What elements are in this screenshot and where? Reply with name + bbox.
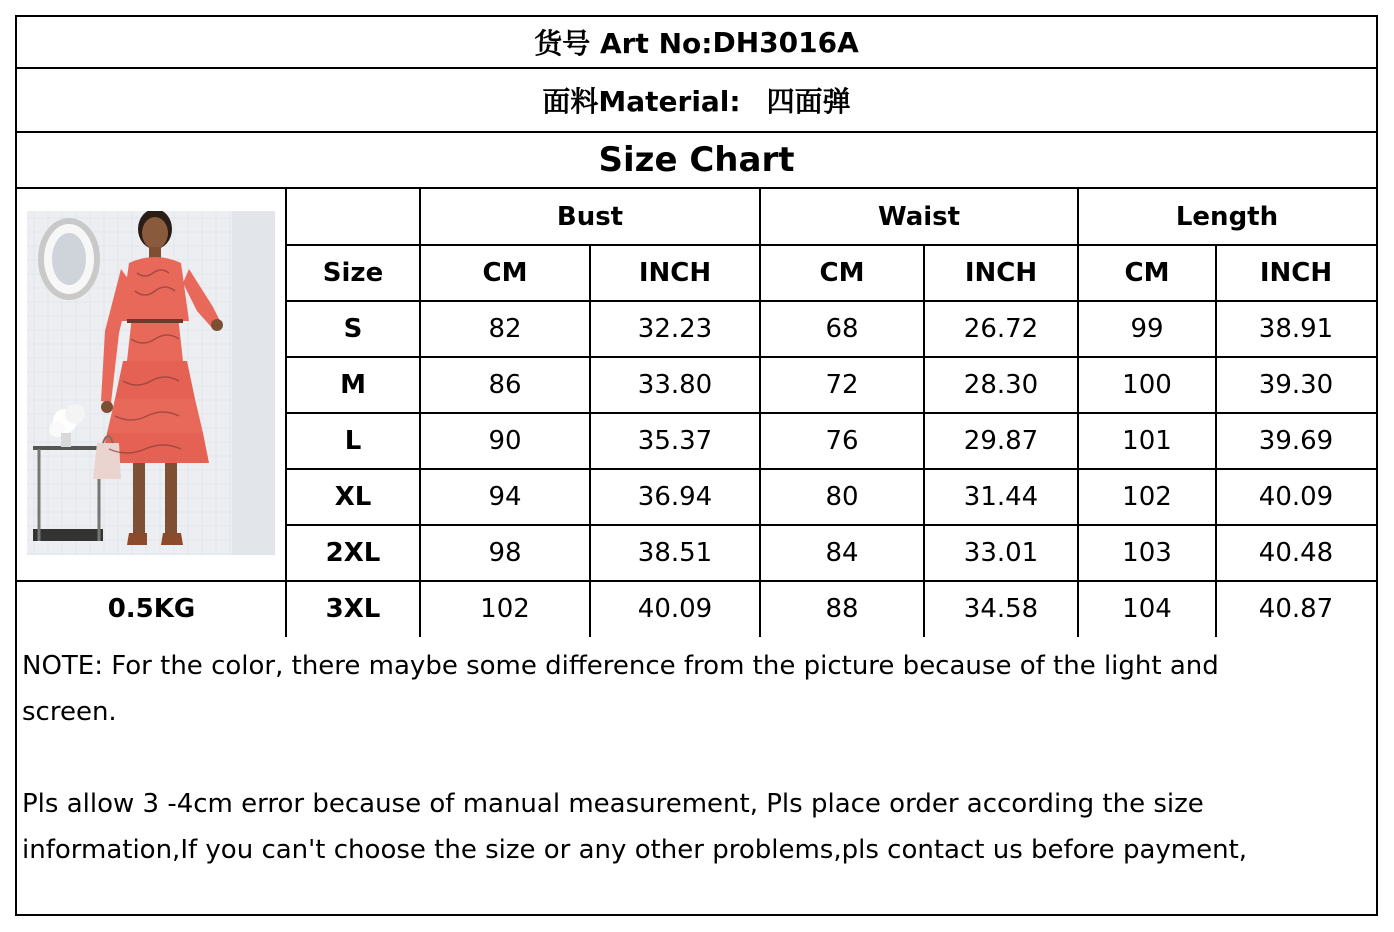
measurement-cell: 40.09 — [1258, 482, 1334, 512]
size-label: 3XL — [325, 594, 381, 624]
art-number-value: DH3016A — [712, 25, 859, 59]
measurement-cell: 84 — [825, 538, 859, 568]
measurement-cell: 33.80 — [637, 370, 713, 400]
material-row — [17, 69, 1376, 133]
measurement-cell: 99 — [1130, 314, 1164, 344]
unit-header: CM — [1124, 258, 1170, 288]
measurement-cell: 68 — [825, 314, 859, 344]
size-label: M — [340, 370, 366, 400]
waist-group-header: Waist — [877, 202, 961, 232]
measurement-cell: 88 — [825, 594, 859, 624]
measurement-cell: 72 — [825, 370, 859, 400]
measurement-cell: 39.30 — [1258, 370, 1334, 400]
weight-label: 0.5KG — [107, 594, 196, 624]
size-column-header: Size — [322, 258, 384, 288]
note-line: Pls allow 3 -4cm error because of manual measurement, Pls place order according the size — [22, 789, 1204, 819]
measurement-cell: 90 — [488, 426, 522, 456]
measurement-cell: 33.01 — [963, 538, 1039, 568]
size-label: S — [343, 314, 363, 344]
measurement-cell: 38.91 — [1258, 314, 1334, 344]
measurement-cell: 76 — [825, 426, 859, 456]
measurement-cell: 80 — [825, 482, 859, 512]
measurement-cell: 40.48 — [1258, 538, 1334, 568]
measurement-cell: 32.23 — [637, 314, 713, 344]
measurement-cell: 38.51 — [637, 538, 713, 568]
measurement-cell: 100 — [1122, 370, 1172, 400]
measurement-cell: 98 — [488, 538, 522, 568]
measurement-cell: 29.87 — [963, 426, 1039, 456]
material-label: 面料Material: — [542, 85, 741, 118]
unit-header: INCH — [638, 258, 712, 288]
measurement-cell: 82 — [488, 314, 522, 344]
unit-header: INCH — [1259, 258, 1333, 288]
bust-group-header: Bust — [556, 202, 624, 232]
size-table — [17, 189, 1376, 637]
note-line: NOTE: For the color, there maybe some difference from the picture because of the light and — [22, 651, 1219, 681]
size-chart-sheet — [15, 15, 1378, 916]
measurement-cell: 104 — [1122, 594, 1172, 624]
measurement-cell: 40.87 — [1258, 594, 1334, 624]
measurement-cell: 40.09 — [637, 594, 713, 624]
notes — [22, 643, 1362, 873]
chart-title — [17, 133, 1376, 189]
measurement-cell: 101 — [1122, 426, 1172, 456]
measurement-cell: 35.37 — [637, 426, 713, 456]
size-label: 2XL — [325, 538, 381, 568]
note-line: screen. — [22, 697, 117, 727]
unit-header: CM — [482, 258, 528, 288]
measurement-cell: 34.58 — [963, 594, 1039, 624]
note-line: information,If you can't choose the size or any other problems,pls contact us before payment, — [22, 835, 1248, 865]
art-number-label: 货号 Art No: — [534, 27, 713, 60]
measurement-cell: 102 — [1122, 482, 1172, 512]
measurement-cell: 86 — [488, 370, 522, 400]
product-photo — [27, 211, 275, 555]
measurement-cell: 102 — [480, 594, 530, 624]
measurement-cell: 28.30 — [963, 370, 1039, 400]
art-number-row — [17, 17, 1376, 69]
length-group-header: Length — [1175, 202, 1279, 232]
measurement-cell: 31.44 — [963, 482, 1039, 512]
measurement-cell: 103 — [1122, 538, 1172, 568]
measurement-cell: 36.94 — [637, 482, 713, 512]
unit-header: INCH — [964, 258, 1038, 288]
size-label: L — [344, 426, 362, 456]
measurement-cell: 26.72 — [963, 314, 1039, 344]
dress-model-image — [27, 211, 275, 555]
size-label: XL — [334, 482, 372, 512]
chart-title-text: Size Chart — [598, 140, 795, 180]
unit-header: CM — [819, 258, 865, 288]
material-value: 四面弹 — [766, 85, 851, 118]
measurement-cell: 94 — [488, 482, 522, 512]
measurement-cell: 39.69 — [1258, 426, 1334, 456]
